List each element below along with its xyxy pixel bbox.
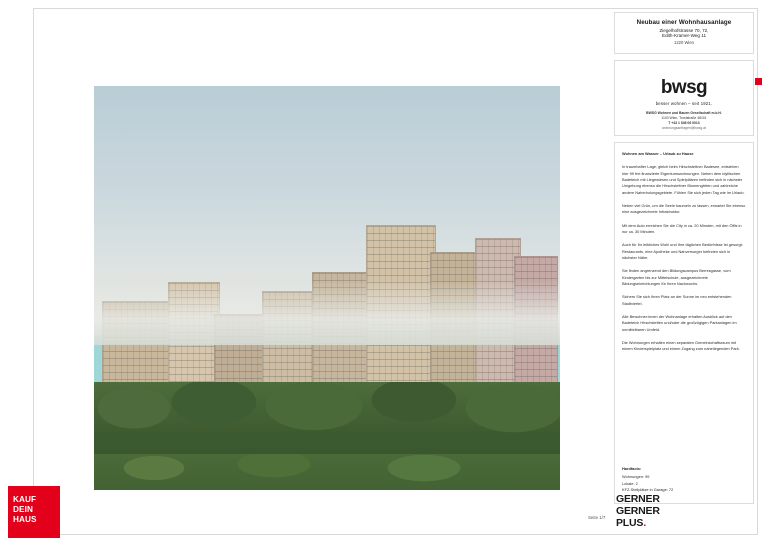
copy-paragraph: In traumhafter Lage, gleich beim Hirschstettner Badesee, entstehen hier 99 frei finanzierte Eigentumswohnungen. Neben dem idyllischen Badeteich mit Liegewiesen und Spielplätzen befinden sich in nächster Umgebung ebenso die Hirschstettner Blumengärten und zahlreiche andere Naherholungsgebiete. Fühlen Sie sich jeden Tag wie im Urlaub. bbox=[622, 164, 745, 195]
foreground-vegetation-layer bbox=[94, 454, 560, 490]
kaufdeinhaus-line-1: KAUF bbox=[13, 495, 37, 504]
project-address-line-2: Edith-Kramer-Weg 11 bbox=[662, 33, 706, 38]
copy-heading: Wohnen am Wasser – Urlaub zu Hause bbox=[622, 151, 694, 156]
kaufdeinhaus-line-2: DEIN bbox=[13, 505, 33, 514]
bwsg-logo bbox=[615, 77, 753, 106]
hardfacts-item: Wohnungen: 99 bbox=[622, 474, 650, 480]
page-border-bottom bbox=[33, 534, 758, 535]
architect-line-3 bbox=[616, 518, 660, 530]
page-border-left bbox=[33, 8, 34, 535]
bwsg-claim: besser wohnen – seit 1921. bbox=[655, 101, 713, 106]
project-title: Neubau einer Wohnhausanlage bbox=[636, 19, 732, 26]
kaufdeinhaus-badge[interactable] bbox=[8, 486, 60, 538]
architect-plus: PLUS bbox=[616, 516, 644, 529]
project-header-box bbox=[614, 12, 754, 54]
bwsg-wordmark: bwsg bbox=[660, 77, 708, 98]
hardfacts-block bbox=[622, 466, 673, 493]
developer-address: 1100 Wien, Troststraße 48/3/1 bbox=[661, 116, 707, 121]
page-border-right bbox=[757, 8, 758, 535]
architect-line-1: GERNER bbox=[616, 493, 660, 505]
left-margin bbox=[0, 0, 33, 545]
developer-contact-block bbox=[619, 111, 749, 131]
copy-paragraph: Sichern Sie sich Ihren Platz an der Sonne im neu entstehenden Stadtviertel. bbox=[622, 294, 732, 306]
description-box bbox=[614, 142, 754, 504]
hardfacts-item: Lokale: 2 bbox=[622, 480, 638, 486]
copy-paragraph: Sie finden angrenzend den Bildungscampus Berresgasse, vom Kindergarten bis zur Mittelschule, ausgezeichnete Bildungseinrichtungen für Ihren Nachwuchs. bbox=[622, 268, 731, 286]
project-address-line-1: Ziegelhofstrasse 70, 72, bbox=[659, 28, 709, 33]
kaufdeinhaus-line-3: HAUS bbox=[13, 515, 37, 524]
copy-paragraph: Die Wohnungen erhalten einen separaten Gemeinschaftsraum mit einem Kinderspielplatz und einem Zugang zum naheliegenden Park. bbox=[622, 339, 740, 352]
hero-rendering-image bbox=[94, 86, 560, 490]
copy-paragraph: Auch für Ihr leibliches Wohl und Ihre täglichen Bedürfnisse ist gesorgt: Restaurants, eine Apotheke und Nahversorger befinden sich in nächster Nähe. bbox=[622, 242, 743, 260]
architect-line-2: GERNER bbox=[616, 504, 660, 517]
architect-red-dot: . bbox=[643, 516, 646, 529]
architect-logo bbox=[616, 494, 660, 529]
page-border-top bbox=[33, 8, 758, 9]
developer-email[interactable]: wohnungsanfragen@bwsg.at bbox=[662, 126, 706, 131]
right-info-column bbox=[614, 12, 754, 504]
hardfacts-title: Hardfacts: bbox=[622, 466, 642, 471]
copy-paragraph: Neben viel Grün, um die Seele baumeln zu lassen, erwartet Sie ebenso eine ausgezeichnete Infrastruktur. bbox=[622, 202, 746, 215]
copy-paragraph: Alle Bewohner:innen der Wohnanlage erhalten Ausblick auf den Badeteich Hirschstetten und/oder die großzügigen Parkanlagen im unmittelbaren Umfeld. bbox=[622, 313, 737, 332]
project-city: 1220 Wien bbox=[673, 40, 695, 45]
copy-paragraph: Mit dem Auto erreichen Sie die City in ca. 20 Minuten, mit den Öffis in nur ca. 30 Minuten. bbox=[622, 222, 742, 234]
bwsg-red-square-icon bbox=[755, 78, 762, 85]
developer-company: BWSG Wohnen und Bauen Gesellschaft m.b.H. bbox=[646, 111, 722, 116]
developer-phone: T +43 1 546 06 0013 bbox=[668, 121, 700, 126]
page-number: Seite 1/7 bbox=[588, 515, 606, 520]
haze-layer bbox=[94, 280, 560, 345]
hardfacts-item: KFZ-Stellplätze in Garage: 72 bbox=[622, 486, 674, 492]
developer-logo-box bbox=[614, 60, 754, 136]
